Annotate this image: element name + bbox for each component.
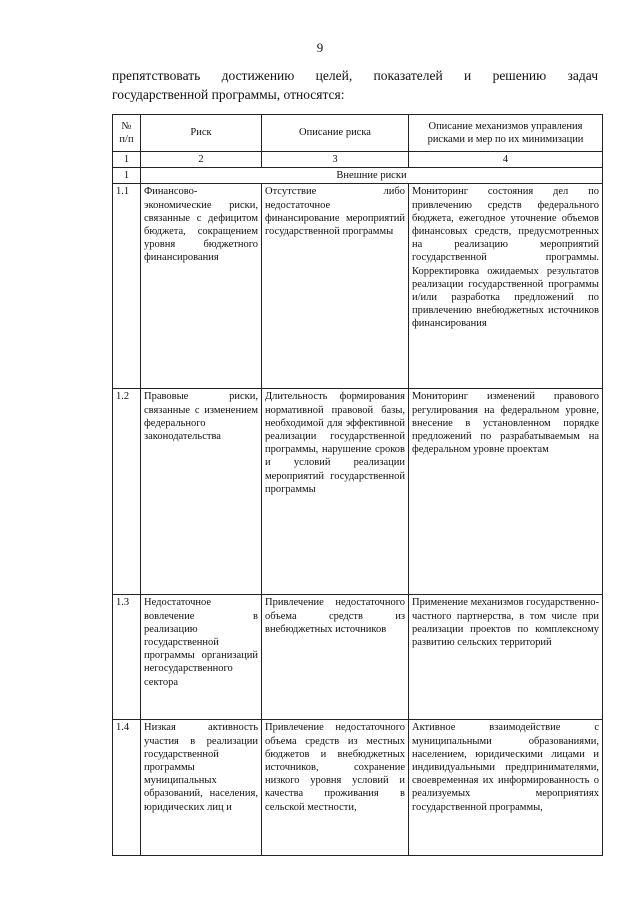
section-row [113,168,603,184]
table-row [113,595,603,720]
index-cell: 1 [113,152,141,168]
index-cell: 3 [262,152,409,168]
table-row [113,389,603,595]
header-risk: Риск [141,115,262,152]
table-row [113,184,603,389]
row-measures: Применение механизмов государственно-частного партнерства, в том числе при реализации проектов по комплексному развитию сельских территорий [409,595,603,720]
header-description: Описание риска [262,115,409,152]
row-description: Длительность формирования нормативной правовой базы, необходимой для эффективной реализации государственной программы, нарушение сроков и условий реализации мероприятий государственной программы [262,389,409,595]
row-risk: Финансово-экономические риски, связанные с дефицитом бюджета, сокращением уровня бюджетного финансирования [141,184,262,389]
header-num: № п/п [113,115,141,152]
page-number: 9 [316,40,324,55]
table-header-row [113,115,603,152]
row-num: 1.2 [113,389,141,595]
row-risk: Недостаточное вовлечение в реализацию государственной программы организаций негосударственного сектора [141,595,262,720]
row-num: 1.1 [113,184,141,389]
row-num: 1.4 [113,720,141,856]
index-cell: 2 [141,152,262,168]
row-description: Привлечение недостаточного объема средств из местных бюджетов и внебюджетных источников, сохранение низкого уровня условий и качества проживания в сельской местности, [262,720,409,856]
index-cell: 4 [409,152,603,168]
row-measures: Мониторинг изменений правового регулирования на федеральном уровне, внесение в установленном порядке предложений по разрабатываемым на федеральном уровне проектам [409,389,603,595]
table-index-row [113,152,603,168]
row-measures: Мониторинг состояния дел по привлечению средств федерального бюджета, ежегодное уточнение объемов финансовых средств, предусмотренных на реализацию мероприятий государственной программы. Корректировка ожидаемых результатов реализации государственной программы и/или разработка предложений по привлечению внебюджетных источников финансирования [409,184,603,389]
row-risk: Правовые риски, связанные с изменением федерального законодательства [141,389,262,595]
row-risk: Низкая активность участия в реализации государственной программы муниципальных образований, населения, юридических лиц и [141,720,262,856]
row-description: Отсутствие либо недостаточное финансирование мероприятий государственной программы [262,184,409,389]
section-title: Внешние риски [141,168,603,184]
row-num: 1.3 [113,595,141,720]
section-num: 1 [113,168,141,184]
intro-paragraph [112,66,598,104]
intro-line-2: государственной программы, относятся: [112,87,345,102]
row-measures: Активное взаимодействие с муниципальными образованиями, населением, юридическими лицами и индивидуальными предпринимателями, своевременная их информированность о реализуемых мероприятиях государственной программы, [409,720,603,856]
row-description: Привлечение недостаточного объема средств из внебюджетных источников [262,595,409,720]
intro-line-1: препятствовать достижению целей, показателей и решению задач [112,68,598,83]
risk-table [112,114,603,856]
header-measures: Описание механизмов управления рисками и мер по их минимизации [409,115,603,152]
table-row [113,720,603,856]
